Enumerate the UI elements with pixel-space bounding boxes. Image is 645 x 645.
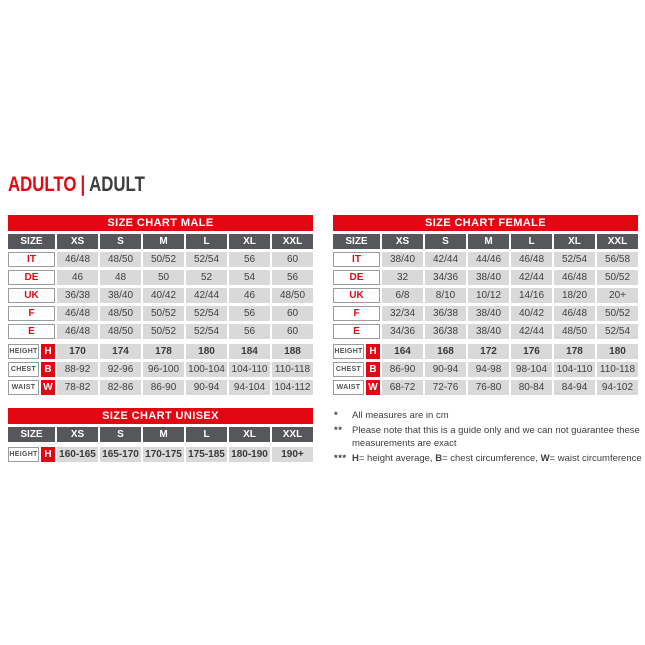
male-header-and-size-rows [8, 234, 313, 339]
measure-letter-badge: B [366, 362, 380, 377]
size-cell: 52/54 [186, 324, 227, 339]
size-cell: 56/58 [597, 252, 638, 267]
size-cell: 34/36 [425, 270, 466, 285]
female-measure-rows [333, 344, 638, 395]
measure-cell: 82-86 [100, 380, 141, 395]
size-cell: 38/40 [100, 288, 141, 303]
unisex-col-header-xl: XL [229, 427, 270, 442]
measure-cell: 184 [229, 344, 270, 359]
measure-cell: 96-100 [143, 362, 184, 377]
size-cell: 36/38 [425, 306, 466, 321]
female-col-header-m: M [468, 234, 509, 249]
size-cell: 52/54 [186, 306, 227, 321]
measure-cell: 170-175 [143, 447, 184, 462]
measure-cell: 168 [425, 344, 466, 359]
size-cell: 46/48 [554, 270, 595, 285]
size-cell: 60 [272, 324, 313, 339]
measure-cell: 110-118 [272, 362, 313, 377]
size-cell: 46/48 [554, 306, 595, 321]
size-cell: 32/34 [382, 306, 423, 321]
female-measure-label-height [333, 344, 380, 359]
measure-cell: 92-96 [100, 362, 141, 377]
size-cell: 46 [229, 288, 270, 303]
measure-cell: 180 [186, 344, 227, 359]
measure-name-label: HEIGHT [8, 344, 39, 359]
title-adulto: ADULTO [8, 173, 77, 196]
size-cell: 48/50 [100, 306, 141, 321]
male-size-column-header: SIZE [8, 234, 55, 249]
size-cell: 46/48 [57, 324, 98, 339]
unisex-col-header-l: L [186, 427, 227, 442]
measure-cell: 175-185 [186, 447, 227, 462]
measure-cell: 90-94 [186, 380, 227, 395]
unisex-col-header-s: S [100, 427, 141, 442]
measure-cell: 176 [511, 344, 552, 359]
size-cell: 18/20 [554, 288, 595, 303]
female-col-header-s: S [425, 234, 466, 249]
measure-name-label: CHEST [8, 362, 39, 377]
female-row-label-it: IT [333, 252, 380, 267]
female-col-header-xl: XL [554, 234, 595, 249]
measure-cell: 174 [100, 344, 141, 359]
male-col-header-xs: XS [57, 234, 98, 249]
measure-cell: 172 [468, 344, 509, 359]
unisex-measure-rows [8, 447, 313, 462]
female-table-title-bar: SIZE CHART FEMALE [333, 215, 638, 231]
measure-letter-badge: W [41, 380, 55, 395]
size-cell: 56 [272, 270, 313, 285]
measure-cell: 180 [597, 344, 638, 359]
size-chart-male-table [8, 215, 313, 395]
measure-name-label: WAIST [333, 380, 364, 395]
size-cell: 38/40 [468, 270, 509, 285]
unisex-size-column-header: SIZE [8, 427, 55, 442]
size-cell: 50/52 [143, 252, 184, 267]
male-measure-rows [8, 344, 313, 395]
measure-cell: 94-102 [597, 380, 638, 395]
female-row-label-de: DE [333, 270, 380, 285]
size-cell: 48/50 [272, 288, 313, 303]
measure-cell: 104-112 [272, 380, 313, 395]
size-cell: 38/40 [468, 324, 509, 339]
page-title [8, 174, 145, 196]
female-header-and-size-rows [333, 234, 638, 339]
female-measure-label-chest [333, 362, 380, 377]
measure-cell: 110-118 [597, 362, 638, 377]
size-cell: 38/40 [382, 252, 423, 267]
male-measure-label-height [8, 344, 55, 359]
size-cell: 36/38 [57, 288, 98, 303]
footnote-text [352, 452, 645, 465]
measure-cell: 160-165 [57, 447, 98, 462]
measure-cell: 94-104 [229, 380, 270, 395]
footnote-segment: = chest circumference, [442, 453, 541, 464]
measure-cell: 188 [272, 344, 313, 359]
size-chart-female-table [333, 215, 638, 395]
size-cell: 48/50 [100, 252, 141, 267]
footnote-3 [334, 452, 645, 465]
measure-cell: 86-90 [382, 362, 423, 377]
measure-cell: 76-80 [468, 380, 509, 395]
size-cell: 46/48 [57, 252, 98, 267]
female-col-header-xxl: XXL [597, 234, 638, 249]
male-col-header-xxl: XXL [272, 234, 313, 249]
measure-cell: 164 [382, 344, 423, 359]
female-row-label-f: F [333, 306, 380, 321]
female-row-label-e: E [333, 324, 380, 339]
size-cell: 60 [272, 252, 313, 267]
measure-cell: 104-110 [229, 362, 270, 377]
size-cell: 46/48 [511, 252, 552, 267]
footnote-marker: * [334, 410, 339, 421]
measure-letter-badge: H [366, 344, 380, 359]
size-cell: 42/44 [511, 270, 552, 285]
footnote-segment: Please note that this is a guide only and we can not guarantee these measurements are exact [352, 425, 640, 449]
measure-cell: 190+ [272, 447, 313, 462]
measure-letter-badge: H [41, 344, 55, 359]
size-cell: 42/44 [425, 252, 466, 267]
male-measure-label-chest [8, 362, 55, 377]
size-cell: 52 [186, 270, 227, 285]
size-chart-unisex-table [8, 408, 313, 462]
female-row-label-uk: UK [333, 288, 380, 303]
size-cell: 52/54 [597, 324, 638, 339]
footnote-segment: = height average, [358, 453, 436, 464]
male-measure-label-waist [8, 380, 55, 395]
size-cell: 36/38 [425, 324, 466, 339]
footnote-segment: = waist circumference [549, 453, 642, 464]
size-cell: 56 [229, 252, 270, 267]
male-col-header-l: L [186, 234, 227, 249]
unisex-header-and-size-rows [8, 427, 313, 442]
size-cell: 50/52 [143, 324, 184, 339]
size-cell: 34/36 [382, 324, 423, 339]
size-cell: 40/42 [143, 288, 184, 303]
size-cell: 48/50 [554, 324, 595, 339]
size-cell: 42/44 [511, 324, 552, 339]
size-cell: 60 [272, 306, 313, 321]
unisex-col-header-xs: XS [57, 427, 98, 442]
measure-cell: 94-98 [468, 362, 509, 377]
footnote-text [352, 424, 645, 450]
unisex-measure-label-height [8, 447, 55, 462]
size-cell: 8/10 [425, 288, 466, 303]
measure-cell: 86-90 [143, 380, 184, 395]
size-cell: 40/42 [511, 306, 552, 321]
female-size-column-header: SIZE [333, 234, 380, 249]
size-cell: 38/40 [468, 306, 509, 321]
footnote-2 [334, 424, 645, 450]
female-col-header-l: L [511, 234, 552, 249]
measure-cell: 90-94 [425, 362, 466, 377]
size-cell: 50 [143, 270, 184, 285]
size-cell: 10/12 [468, 288, 509, 303]
title-separator: | [80, 173, 86, 196]
male-row-label-it: IT [8, 252, 55, 267]
measure-letter-badge: B [41, 362, 55, 377]
footnote-segment: W [540, 453, 550, 464]
measure-name-label: CHEST [333, 362, 364, 377]
female-col-header-xs: XS [382, 234, 423, 249]
male-row-label-uk: UK [8, 288, 55, 303]
measure-name-label: WAIST [8, 380, 39, 395]
footnote-text [352, 409, 645, 422]
female-measure-label-waist [333, 380, 380, 395]
measure-cell: 68-72 [382, 380, 423, 395]
measure-letter-badge: W [366, 380, 380, 395]
size-cell: 6/8 [382, 288, 423, 303]
measure-cell: 72-76 [425, 380, 466, 395]
size-cell: 54 [229, 270, 270, 285]
size-cell: 14/16 [511, 288, 552, 303]
measure-name-label: HEIGHT [333, 344, 364, 359]
measure-cell: 170 [57, 344, 98, 359]
male-col-header-m: M [143, 234, 184, 249]
measure-cell: 98-104 [511, 362, 552, 377]
size-cell: 56 [229, 324, 270, 339]
footnote-segment: B [435, 453, 443, 464]
male-row-label-de: DE [8, 270, 55, 285]
measure-cell: 178 [554, 344, 595, 359]
measure-cell: 100-104 [186, 362, 227, 377]
measure-cell: 178 [143, 344, 184, 359]
footnote-segment: All measures are in cm [352, 410, 449, 421]
measure-cell: 78-82 [57, 380, 98, 395]
footnote-marker: ** [334, 425, 343, 436]
measure-cell: 165-170 [100, 447, 141, 462]
size-cell: 32 [382, 270, 423, 285]
male-row-label-f: F [8, 306, 55, 321]
measure-cell: 88-92 [57, 362, 98, 377]
male-col-header-s: S [100, 234, 141, 249]
size-cell: 50/52 [597, 306, 638, 321]
size-cell: 50/52 [597, 270, 638, 285]
size-cell: 48 [100, 270, 141, 285]
measure-name-label: HEIGHT [8, 447, 39, 462]
measure-cell: 80-84 [511, 380, 552, 395]
footnote-marker: *** [334, 453, 347, 464]
size-cell: 52/54 [554, 252, 595, 267]
measure-cell: 84-94 [554, 380, 595, 395]
male-col-header-xl: XL [229, 234, 270, 249]
male-row-label-e: E [8, 324, 55, 339]
male-table-title-bar: SIZE CHART MALE [8, 215, 313, 231]
measure-cell: 104-110 [554, 362, 595, 377]
size-cell: 20+ [597, 288, 638, 303]
size-cell: 44/46 [468, 252, 509, 267]
size-cell: 46 [57, 270, 98, 285]
measure-cell: 180-190 [229, 447, 270, 462]
size-cell: 52/54 [186, 252, 227, 267]
unisex-table-title-bar: SIZE CHART UNISEX [8, 408, 313, 424]
size-cell: 50/52 [143, 306, 184, 321]
footnote-segment: H [352, 453, 359, 464]
size-cell: 48/50 [100, 324, 141, 339]
unisex-col-header-xxl: XXL [272, 427, 313, 442]
size-cell: 56 [229, 306, 270, 321]
size-cell: 46/48 [57, 306, 98, 321]
footnotes [334, 409, 645, 467]
title-adult: ADULT [89, 173, 145, 196]
footnote-1 [334, 409, 645, 422]
unisex-col-header-m: M [143, 427, 184, 442]
size-cell: 42/44 [186, 288, 227, 303]
measure-letter-badge: H [41, 447, 55, 462]
